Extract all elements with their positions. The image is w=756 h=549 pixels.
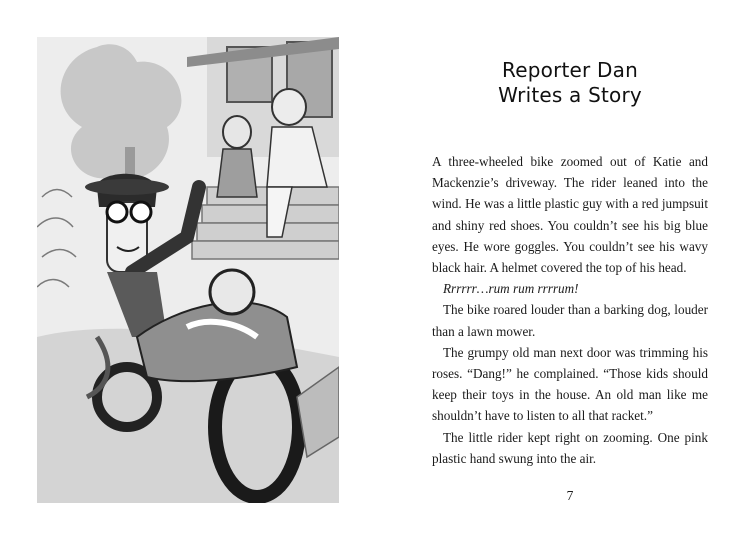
- paragraph-1: A three-wheeled bike zoomed out of Katie and Mackenzie’s driveway. The rider leaned into the wind. He was a little plastic guy with a red jumpsuit and shiny red shoes. You couldn’t see his big blue eyes. He wore goggles. You couldn’t see his wavy black hair. A helmet covered the top of his head.: [432, 154, 708, 276]
- paragraph-5: The little rider kept right on zooming. One pink plastic hand swung into the air.: [432, 429, 708, 466]
- chapter-title-line-1: Reporter Dan: [502, 58, 638, 82]
- house: [187, 37, 339, 157]
- chapter-title-line-2: Writes a Story: [498, 83, 642, 107]
- page-number: 7: [566, 488, 574, 503]
- chapter-title: [432, 58, 708, 108]
- story-text: [432, 151, 708, 469]
- porch-steps: [192, 187, 339, 259]
- illustration: [37, 37, 339, 503]
- paragraph-3: The bike roared louder than a barking dog, louder than a lawn mower.: [432, 302, 708, 339]
- paragraph-4: The grumpy old man next door was trimming his roses. “Dang!” he complained. “Those kids should keep their toys in the house. An old man like me shouldn’t have to listen to all that racket.”: [432, 344, 708, 424]
- illustration-drawing: [37, 37, 339, 503]
- paragraph-sound-effect: Rrrrrr…rum rum rrrrum!: [443, 281, 579, 297]
